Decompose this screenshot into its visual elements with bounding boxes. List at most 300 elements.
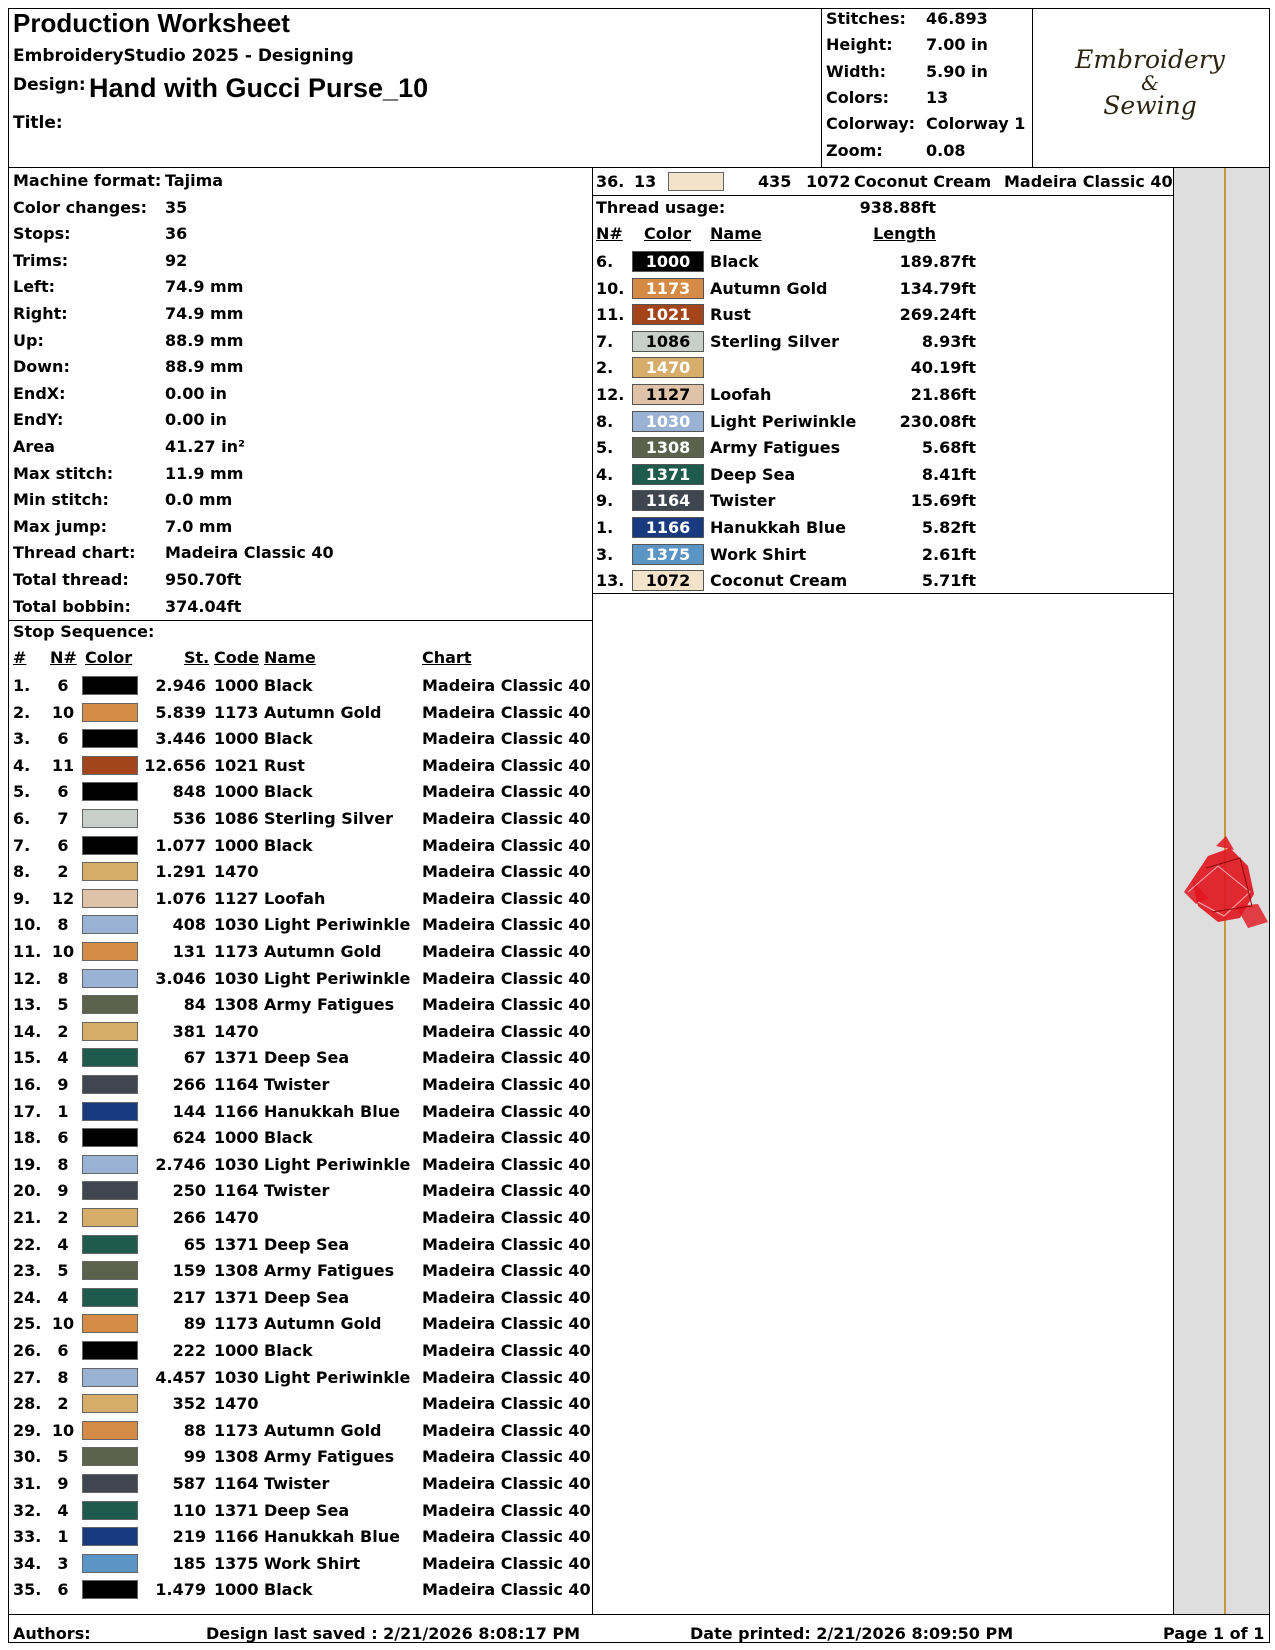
stop-num: 2. <box>13 702 31 722</box>
stop-name: Black <box>264 1341 313 1360</box>
stop-code: 1371 <box>214 1500 259 1520</box>
stop-name: Light Periwinkle <box>264 1367 411 1387</box>
stat-label: Colorway: <box>826 114 916 134</box>
stop-code: 1030 <box>214 1367 259 1387</box>
thread-name: Work Shirt <box>710 544 807 564</box>
thread-row <box>596 543 1176 570</box>
thread-length: 40.19ft <box>910 358 976 378</box>
info-value: 7.0 mm <box>165 516 233 536</box>
thread-n: 10. <box>596 278 625 298</box>
stop-n: 1 <box>57 1101 69 1121</box>
footer-page-number: Page 1 of 1 <box>1163 1624 1265 1643</box>
stop-st: 4.457 <box>155 1367 206 1387</box>
stop-num: 27. <box>13 1367 42 1387</box>
stop-num: 8. <box>13 862 31 882</box>
info-value: 41.27 in² <box>165 437 246 456</box>
info-value: 36 <box>165 224 188 244</box>
stop-header-name: Name <box>264 648 316 667</box>
stop-code: 1000 <box>214 1580 259 1600</box>
stop-row <box>0 1046 590 1073</box>
stop-chart: Madeira Classic 40 <box>422 1314 591 1334</box>
stop-num: 12. <box>13 968 42 988</box>
stop-row <box>0 913 590 940</box>
info-label: Area <box>13 437 55 456</box>
stop-chart: Madeira Classic 40 <box>422 1447 591 1467</box>
stop-st: 84 <box>183 995 206 1015</box>
stop-n: 7 <box>57 809 69 828</box>
stop-st: 1.291 <box>155 862 206 882</box>
thread-usage-top-rule <box>592 195 1174 196</box>
embroidery-sewing-logo <box>1033 46 1267 120</box>
stat-value: 0.08 <box>926 140 966 160</box>
stop-row <box>0 1339 590 1366</box>
info-value: 374.04ft <box>165 596 242 616</box>
stop-st: 12.656 <box>144 755 206 775</box>
info-value: 74.9 mm <box>165 277 244 297</box>
thread-name: Army Fatigues <box>710 438 841 458</box>
color-swatch <box>82 1421 138 1440</box>
logo-line: Embroidery <box>1075 45 1225 74</box>
stop-chart: Madeira Classic 40 <box>422 1394 591 1414</box>
stop-n: 8 <box>57 1367 69 1387</box>
thread-row <box>596 277 1176 304</box>
thread-name: Rust <box>710 305 751 325</box>
stop-n: 5 <box>57 995 69 1015</box>
stop-n: 8 <box>57 915 69 935</box>
color-swatch <box>82 1128 138 1147</box>
thread-name: Twister <box>710 491 776 511</box>
stop-row <box>0 807 590 834</box>
stop-row <box>0 754 590 781</box>
stop-chart: Madeira Classic 40 <box>422 1553 591 1573</box>
stop-code: 1173 <box>214 942 259 961</box>
stop-n: 9 <box>57 1181 69 1201</box>
stop-num: 18. <box>13 1128 42 1148</box>
info-label: Max stitch: <box>13 463 114 483</box>
stop-st: 219 <box>172 1527 206 1547</box>
stop-code: 1030 <box>214 1154 259 1174</box>
thread-usage-total: 938.88ft <box>859 198 936 217</box>
stop-chart: Madeira Classic 40 <box>422 968 591 988</box>
stat-value: 7.00 in <box>926 35 988 55</box>
stop-header-color: Color <box>85 648 133 667</box>
thread-swatch: 1371 <box>632 464 704 485</box>
stop-row <box>0 1100 590 1127</box>
stop-code: 1371 <box>214 1048 259 1068</box>
stop-st: 3.046 <box>155 968 206 988</box>
stop-code: 1072 <box>806 172 851 191</box>
thread-swatch: 1000 <box>632 251 704 272</box>
stop-code: 1086 <box>214 809 259 828</box>
stop-code: 1166 <box>214 1527 259 1547</box>
stop-num: 5. <box>13 782 31 802</box>
stop-n: 11 <box>51 755 75 775</box>
stop-n: 1 <box>57 1527 69 1547</box>
thread-row <box>596 489 1176 516</box>
stop-num: 32. <box>13 1500 42 1520</box>
thread-swatch: 1021 <box>632 304 704 325</box>
stop-n: 2 <box>57 1021 69 1041</box>
stop-n: 3 <box>57 1553 69 1573</box>
thread-row <box>596 410 1176 437</box>
stop-num: 3. <box>13 729 31 749</box>
thread-name: Coconut Cream <box>710 571 848 591</box>
thread-header-n: N# <box>596 224 623 243</box>
info-value: 92 <box>165 250 188 270</box>
stop-n: 13 <box>634 172 657 191</box>
stop-chart: Madeira Classic 40 <box>422 1154 591 1174</box>
stop-code: 1127 <box>214 888 259 908</box>
stop-chart: Madeira Classic 40 <box>422 1367 591 1387</box>
stop-num: 24. <box>13 1287 42 1307</box>
thread-swatch: 1173 <box>632 278 704 299</box>
thread-name: Deep Sea <box>710 464 796 484</box>
stop-chart: Madeira Classic 40 <box>422 1420 591 1440</box>
info-value: 88.9 mm <box>165 330 244 350</box>
color-swatch <box>82 756 138 775</box>
stop-st: 352 <box>172 1394 206 1414</box>
thread-length: 5.68ft <box>921 438 976 458</box>
stat-value: Colorway 1 <box>926 114 1026 134</box>
stop-num: 4. <box>13 755 31 775</box>
stop-row <box>0 940 590 967</box>
stop-st: 2.946 <box>155 676 206 695</box>
stop-n: 8 <box>57 1154 69 1174</box>
stop-name: Black <box>264 729 313 749</box>
header-divider-1 <box>821 8 822 168</box>
stop-n: 4 <box>57 1500 69 1520</box>
stat-label: Height: <box>826 35 893 55</box>
stop-n: 12 <box>51 888 75 908</box>
stop-chart: Madeira Classic 40 <box>422 1474 591 1493</box>
embroidery-design-thumbnail <box>1184 836 1268 928</box>
thread-n: 3. <box>596 544 614 564</box>
stop-name: Twister <box>264 1075 330 1094</box>
thread-swatch: 1086 <box>632 331 704 352</box>
stop-st: 99 <box>183 1447 206 1467</box>
stop-st: 250 <box>172 1181 206 1201</box>
color-swatch <box>82 1501 138 1520</box>
stop-num: 17. <box>13 1101 42 1121</box>
stop-num: 23. <box>13 1261 42 1281</box>
stop-name: Army Fatigues <box>264 995 395 1015</box>
stop-code: 1308 <box>214 995 259 1015</box>
stop-n: 5 <box>57 1447 69 1467</box>
stat-label: Zoom: <box>826 140 883 160</box>
stop-num: 20. <box>13 1181 42 1201</box>
stop-row <box>0 1073 590 1100</box>
stop-code: 1470 <box>214 1208 259 1227</box>
stop-st: 1.077 <box>155 835 206 855</box>
design-name: Hand with Gucci Purse_10 <box>89 73 429 103</box>
stop-chart: Madeira Classic 40 <box>422 1500 591 1520</box>
stop-code: 1470 <box>214 1021 259 1041</box>
thread-length: 230.08ft <box>899 411 976 431</box>
stop-row <box>0 967 590 994</box>
stop-row <box>0 780 590 807</box>
stop-st: 266 <box>172 1208 206 1227</box>
info-label: Up: <box>13 330 44 350</box>
thread-n: 7. <box>596 331 614 351</box>
stop-row <box>0 1578 590 1605</box>
stop-code: 1164 <box>214 1181 259 1201</box>
stop-chart: Madeira Classic 40 <box>422 676 591 695</box>
stop-num: 21. <box>13 1208 42 1227</box>
thread-length: 134.79ft <box>899 278 976 298</box>
stop-name: Deep Sea <box>264 1048 350 1068</box>
thread-name: Black <box>710 252 759 271</box>
stop-name: Deep Sea <box>264 1500 350 1520</box>
footer-date-printed: Date printed: 2/21/2026 8:09:50 PM <box>690 1624 1014 1643</box>
stop-num: 31. <box>13 1474 42 1493</box>
stop-st: 536 <box>172 809 206 828</box>
thread-length: 8.41ft <box>921 464 976 484</box>
info-label: Right: <box>13 304 68 323</box>
stop-n: 6 <box>57 1341 69 1360</box>
column-divider-left <box>592 167 593 1614</box>
color-swatch <box>82 1554 138 1573</box>
logo-line: & <box>1141 71 1159 95</box>
info-value: 0.00 in <box>165 410 227 430</box>
color-swatch <box>82 1048 138 1067</box>
stop-name: Hanukkah Blue <box>264 1101 400 1121</box>
info-label: Down: <box>13 357 70 377</box>
color-swatch <box>82 676 138 695</box>
stop-n: 6 <box>57 1580 69 1600</box>
stop-st: 110 <box>172 1500 206 1520</box>
info-label: Left: <box>13 277 56 297</box>
stop-n: 6 <box>57 676 69 695</box>
stop-code: 1000 <box>214 1128 259 1148</box>
thread-length: 269.24ft <box>899 305 976 325</box>
stop-name: Black <box>264 1128 313 1148</box>
stop-name: Work Shirt <box>264 1553 361 1573</box>
thread-n: 13. <box>596 571 625 591</box>
thread-swatch: 1470 <box>632 357 704 378</box>
info-label: Min stitch: <box>13 490 109 510</box>
stop-row <box>0 1499 590 1526</box>
thread-row <box>596 356 1176 383</box>
stop-code: 1173 <box>214 1420 259 1440</box>
stop-chart: Madeira Classic 40 <box>422 1580 591 1600</box>
stop-chart: Madeira Classic 40 <box>422 782 591 802</box>
thread-usage-title: Thread usage: <box>596 198 726 217</box>
stop-name: Coconut Cream <box>854 172 992 191</box>
stat-value: 46.893 <box>926 9 988 28</box>
thread-n: 11. <box>596 305 625 325</box>
stop-n: 2 <box>57 862 69 882</box>
thread-length: 5.82ft <box>921 518 976 537</box>
stop-num: 9. <box>13 888 31 908</box>
stop-n: 10 <box>51 1420 75 1440</box>
color-swatch <box>82 729 138 748</box>
stop-name: Light Periwinkle <box>264 1154 411 1174</box>
stat-row <box>826 88 1026 114</box>
stop-chart: Madeira Classic 40 <box>422 809 591 828</box>
stop-code: 1000 <box>214 676 259 695</box>
thread-row <box>596 303 1176 330</box>
stop-num: 19. <box>13 1154 42 1174</box>
thread-length: 15.69ft <box>910 491 976 511</box>
stop-chart: Madeira Classic 40 <box>422 862 591 882</box>
stop-row <box>0 674 590 701</box>
color-swatch <box>82 1181 138 1200</box>
stop-code: 1308 <box>214 1261 259 1281</box>
color-swatch <box>82 1341 138 1360</box>
stop-num: 1. <box>13 676 31 695</box>
stop-name: Black <box>264 676 313 695</box>
stop-code: 1030 <box>214 915 259 935</box>
stat-value: 5.90 in <box>926 61 988 81</box>
stop-st: 5.839 <box>155 702 206 722</box>
stop-chart: Madeira Classic 40 <box>422 1075 591 1094</box>
stop-code: 1371 <box>214 1234 259 1254</box>
stop-n: 2 <box>57 1394 69 1414</box>
stop-num: 7. <box>13 835 31 855</box>
preview-canvas <box>1174 168 1269 1614</box>
stop-num: 13. <box>13 995 42 1015</box>
stat-row <box>826 114 1026 140</box>
stop-row <box>0 887 590 914</box>
stop-code: 1470 <box>214 862 259 882</box>
stop-row <box>0 993 590 1020</box>
stop-num: 36. <box>596 172 625 191</box>
stop-row <box>0 1366 590 1393</box>
stop-code: 1173 <box>214 1314 259 1334</box>
stop-code: 1308 <box>214 1447 259 1467</box>
stop-header-st: St. <box>184 648 210 667</box>
color-swatch <box>82 889 138 908</box>
color-swatch <box>82 1527 138 1546</box>
stop-st: 217 <box>172 1287 206 1307</box>
logo-line: Sewing <box>1103 91 1197 120</box>
stop-st: 65 <box>183 1234 206 1254</box>
stop-st: 131 <box>172 942 206 961</box>
stop-chart: Madeira Classic 40 <box>422 942 591 961</box>
thread-row <box>596 463 1176 490</box>
stop-row <box>0 1312 590 1339</box>
stop-chart: Madeira Classic 40 <box>422 755 591 775</box>
info-value: 88.9 mm <box>165 357 244 377</box>
stop-n: 8 <box>57 968 69 988</box>
stop-st: 185 <box>172 1553 206 1573</box>
stop-name: Twister <box>264 1474 330 1493</box>
color-swatch <box>82 703 138 722</box>
stop-st: 408 <box>172 915 206 935</box>
stop-n: 10 <box>51 702 75 722</box>
stop-st: 159 <box>172 1261 206 1281</box>
color-swatch <box>82 1580 138 1599</box>
stop-row <box>0 1525 590 1552</box>
stop-st: 848 <box>172 782 206 802</box>
stop-row <box>0 1552 590 1579</box>
stat-row <box>826 9 1026 35</box>
stop-name: Black <box>264 782 313 802</box>
thread-n: 5. <box>596 438 614 458</box>
color-swatch <box>82 969 138 988</box>
stop-row <box>0 1206 590 1233</box>
stop-st: 266 <box>172 1075 206 1094</box>
stop-chart: Madeira Classic 40 <box>422 1181 591 1201</box>
footer-last-saved: Design last saved : 2/21/2026 8:08:17 PM <box>206 1624 581 1643</box>
info-label: Thread chart: <box>13 543 136 563</box>
stop-code: 1470 <box>214 1394 259 1414</box>
color-swatch <box>82 1447 138 1466</box>
stop-row <box>0 1286 590 1313</box>
stop-num: 35. <box>13 1580 42 1600</box>
stop-header-code: Code <box>214 648 260 667</box>
thread-row <box>596 330 1176 357</box>
stop-row <box>0 1126 590 1153</box>
thread-length: 21.86ft <box>910 385 976 404</box>
stop-n: 6 <box>57 835 69 855</box>
stat-label: Stitches: <box>826 9 906 28</box>
title-label: Title: <box>13 113 63 133</box>
thread-row <box>596 383 1176 410</box>
stop-num: 6. <box>13 809 31 828</box>
stop-name: Light Periwinkle <box>264 968 411 988</box>
info-value: 11.9 mm <box>165 463 244 483</box>
stop-name: Army Fatigues <box>264 1447 395 1467</box>
stop-row <box>0 1259 590 1286</box>
color-swatch <box>82 915 138 934</box>
stop-n: 2 <box>57 1208 69 1227</box>
stop-st: 1.076 <box>155 888 206 908</box>
stop-st: 67 <box>183 1048 206 1068</box>
stop-row <box>0 1179 590 1206</box>
stat-row <box>826 62 1026 88</box>
thread-row <box>596 516 1176 543</box>
stop-name: Autumn Gold <box>264 702 382 722</box>
stop-name: Hanukkah Blue <box>264 1527 400 1547</box>
stop-name: Army Fatigues <box>264 1261 395 1281</box>
stat-label: Width: <box>826 61 887 81</box>
stop-n: 9 <box>57 1474 69 1493</box>
color-swatch <box>82 809 138 828</box>
stop-chart: Madeira Classic 40 <box>422 702 591 722</box>
thread-header-name: Name <box>710 224 762 243</box>
stop-chart: Madeira Classic 40 <box>422 1128 591 1148</box>
stop-chart: Madeira Classic 40 <box>422 995 591 1015</box>
info-label: EndX: <box>13 383 66 403</box>
color-swatch <box>82 1235 138 1254</box>
stop-n: 6 <box>57 1128 69 1148</box>
stop-row <box>0 1020 590 1047</box>
info-label: Total thread: <box>13 570 129 589</box>
thread-n: 4. <box>596 464 614 484</box>
stop-st: 2.746 <box>155 1154 206 1174</box>
stop-n: 9 <box>57 1075 69 1094</box>
stop-chart: Madeira Classic 40 <box>422 1234 591 1254</box>
color-swatch <box>82 1394 138 1413</box>
stop-chart: Madeira Classic 40 <box>422 729 591 749</box>
stop-n: 4 <box>57 1234 69 1254</box>
stop-row-36 <box>596 172 1171 196</box>
stop-num: 34. <box>13 1553 42 1573</box>
color-swatch <box>668 172 724 191</box>
stop-code: 1166 <box>214 1101 259 1121</box>
stat-row <box>826 35 1026 61</box>
color-swatch <box>82 1102 138 1121</box>
footer-rule <box>8 1614 1270 1615</box>
thread-header-color: Color <box>644 224 692 243</box>
info-label: EndY: <box>13 410 64 430</box>
stop-n: 6 <box>57 729 69 749</box>
color-swatch <box>82 995 138 1014</box>
stop-st: 144 <box>172 1101 206 1121</box>
info-value: 0.00 in <box>165 383 227 403</box>
stat-label: Colors: <box>826 87 890 107</box>
